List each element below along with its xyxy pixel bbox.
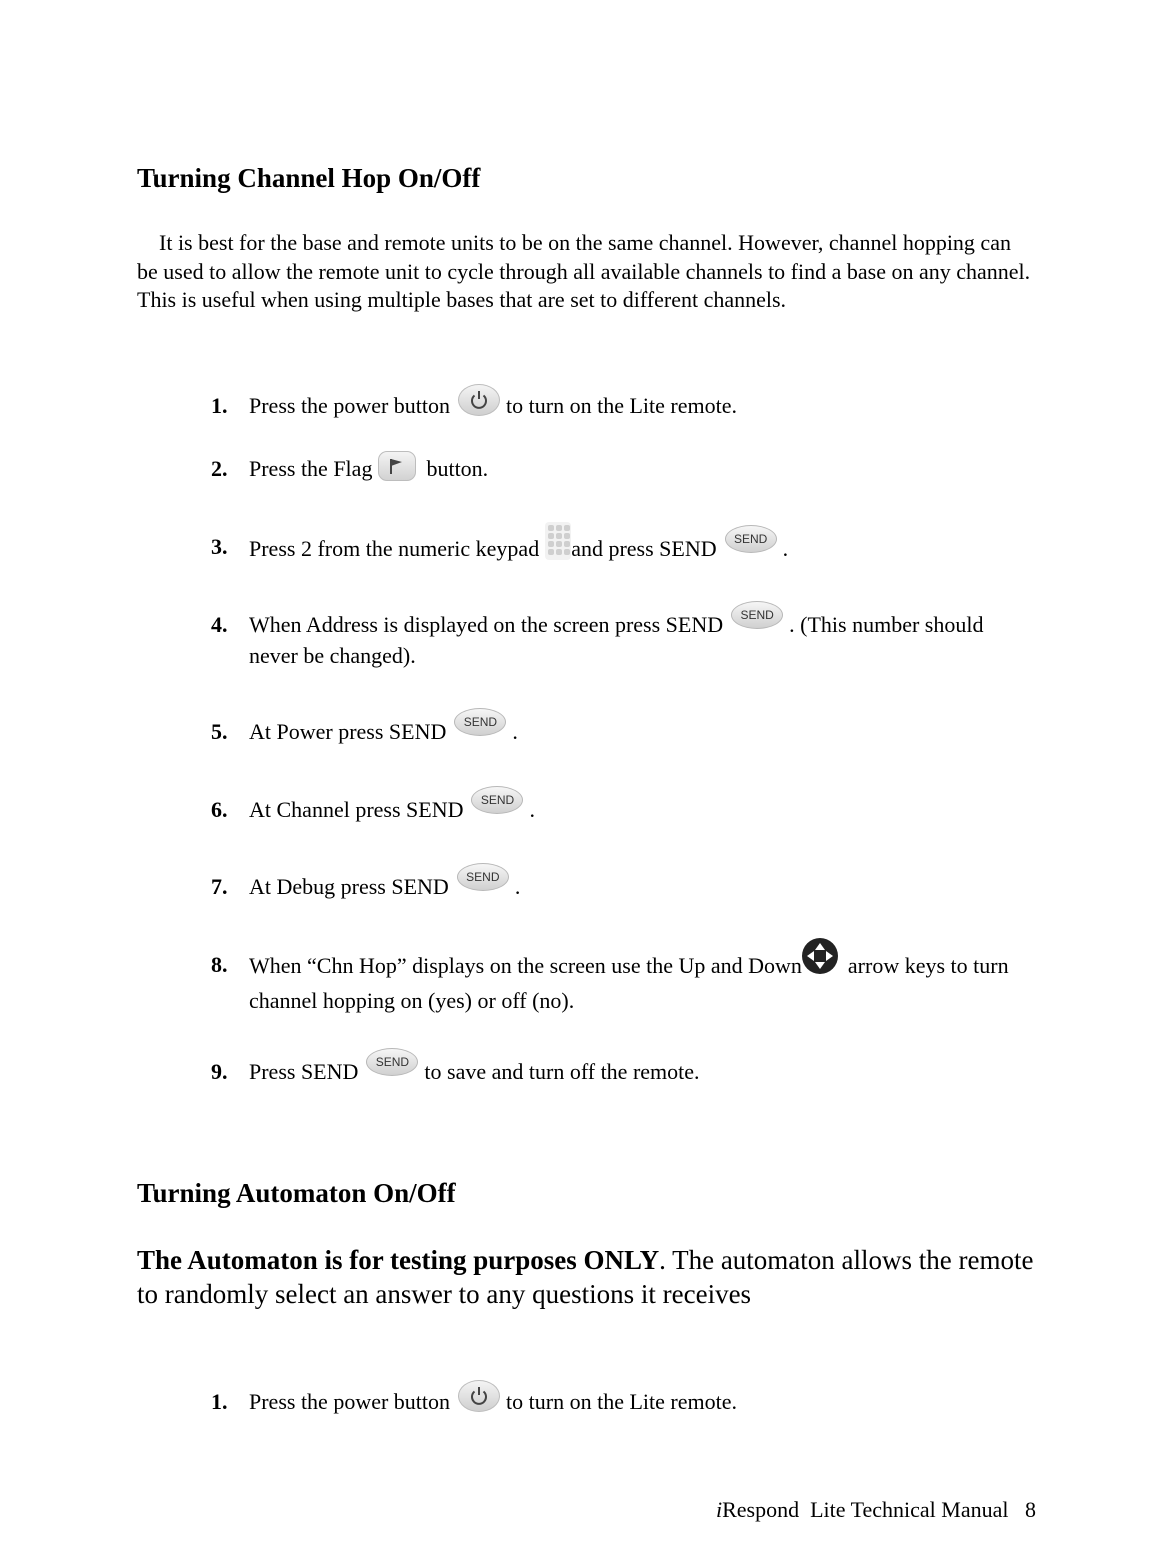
page-footer	[716, 1496, 1036, 1524]
step-text-end: to turn on the Lite remote.	[506, 1389, 737, 1414]
page-number: 8	[1025, 1497, 1036, 1522]
send-button-icon: SEND	[471, 786, 523, 814]
step-text-end: .	[512, 719, 518, 744]
step-text: When “Chn Hop” displays on the screen use the Up and Down	[249, 953, 802, 979]
send-button-icon: SEND	[454, 708, 506, 736]
step-text: When Address is displayed on the screen press SEND	[249, 612, 724, 637]
step-text: At Debug press SEND	[249, 874, 449, 899]
step-number: 1.	[211, 1389, 228, 1414]
step-number: 2.	[211, 456, 228, 481]
step-number: 5.	[211, 719, 228, 744]
step-number: 3.	[211, 534, 228, 559]
step-text-end: .	[514, 874, 521, 899]
step-number: 4.	[211, 612, 228, 637]
step-text-end: .	[529, 797, 535, 822]
section-heading-channel-hop: Turning Channel Hop On/Off	[137, 163, 481, 193]
numeric-keypad-icon	[545, 522, 571, 560]
arrow-keys-icon	[802, 938, 838, 974]
step-text: Press the Flag	[249, 456, 373, 481]
automaton-intro	[137, 1243, 1057, 1311]
send-button-icon: SEND	[457, 863, 509, 891]
send-button-icon: SEND	[725, 525, 777, 553]
section-heading-automaton: Turning Automaton On/Off	[137, 1178, 456, 1208]
step-number: 1.	[211, 393, 228, 418]
power-button-icon	[458, 384, 500, 416]
channel-hop-intro: It is best for the base and remote units to be on the same channel. However, channel hopping can be used to allow the remote unit to cycle through all available channels to find a base on any channel. This is useful when using multiple bases that are set to different channels.	[137, 230, 1031, 312]
step-text: At Power press SEND	[249, 719, 447, 744]
step-text-end: to save and turn off the remote.	[424, 1059, 700, 1084]
step-text: Press SEND	[249, 1059, 359, 1084]
step-text-end: .	[782, 536, 789, 562]
flag-button-icon	[378, 451, 416, 481]
step-text: Press 2 from the numeric keypad	[249, 536, 540, 562]
step-text-mid: and press SEND	[571, 536, 717, 562]
step-text: At Channel press SEND	[249, 797, 464, 822]
step-number: 6.	[211, 797, 228, 822]
step-text-end: button.	[426, 456, 489, 481]
step-number: 9.	[211, 1059, 228, 1084]
step-text-end: arrow keys to turn channel hopping on (yes) or off (no).	[249, 953, 1009, 1013]
send-button-icon: SEND	[366, 1048, 418, 1076]
step-text-end: . (This number should never be changed).	[249, 612, 984, 668]
footer-title: Respond Lite Technical Manual	[722, 1497, 1009, 1522]
automaton-warning: The Automaton is for testing purposes ONLY	[137, 1245, 660, 1275]
power-button-icon	[458, 1380, 500, 1412]
step-text-end: to turn on the Lite remote.	[506, 393, 737, 418]
footer-brand-prefix: i	[715, 1497, 723, 1522]
send-button-icon: SEND	[731, 601, 783, 629]
step-number: 7.	[211, 874, 228, 899]
step-number: 8.	[211, 952, 228, 977]
automaton-description: . The automaton allows the remote to randomly select an answer to any questions it receives	[137, 1245, 1034, 1309]
step-text: Press the power button	[249, 1389, 451, 1414]
step-text: Press the power button	[249, 393, 451, 418]
